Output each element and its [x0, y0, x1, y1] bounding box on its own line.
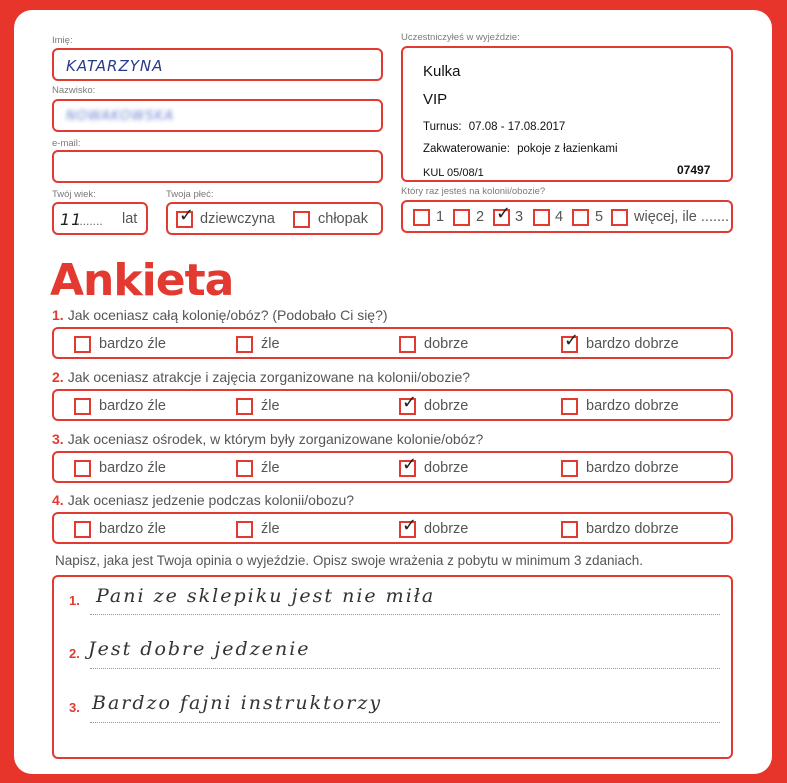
opinion-prompt: Napisz, jaka jest Twoja opinia o wyjeździe. Opisz swoje wrażenia z pobytu w minimum 3 zdaniach.	[55, 553, 644, 568]
question-1-text: Jak oceniasz całą kolonię/obóz? (Podobało Ci się?)	[67, 307, 388, 323]
question-3-text: Jak oceniasz ośrodek, w którym były zorganizowane kolonie/obóz?	[67, 431, 484, 447]
opinion-rule-3	[90, 722, 720, 723]
q4-checkbox-very-good[interactable]	[561, 521, 578, 538]
q1-checkbox-good[interactable]	[399, 336, 416, 353]
question-1-number: 1.	[52, 307, 64, 323]
times-checkbox-1[interactable]	[413, 209, 430, 226]
q2-option-very-good: bardzo dobrze	[586, 398, 679, 414]
q1-option-very-good: bardzo dobrze	[586, 336, 679, 352]
camp-type: VIP	[423, 91, 448, 108]
q3-checkbox-very-good[interactable]	[561, 460, 578, 477]
q2-option-bad: źle	[261, 398, 280, 414]
question-3-answers	[52, 451, 733, 483]
check-mark-icon: ✓	[402, 515, 418, 536]
q1-checkbox-very-good[interactable]	[561, 330, 580, 353]
question-3-number: 3.	[52, 431, 64, 447]
q1-checkbox-very-bad[interactable]	[74, 336, 91, 353]
q4-option-very-good: bardzo dobrze	[586, 521, 679, 537]
times-option-5: 5	[595, 209, 604, 225]
age-value: 11	[60, 210, 83, 229]
gender-checkbox-boy[interactable]	[293, 211, 310, 228]
accommodation-value: pokoje z łazienkami	[517, 143, 618, 155]
question-4	[52, 492, 354, 508]
turnus-label: Turnus:	[423, 121, 462, 133]
name-value: KATARZYNA	[66, 57, 164, 75]
times-label: Który raz jesteś na kolonii/obozie?	[401, 186, 546, 197]
times-checkbox-more[interactable]	[611, 209, 628, 226]
question-1	[52, 307, 388, 323]
opinion-rule-2	[90, 668, 720, 669]
age-label: Twój wiek:	[52, 189, 96, 200]
gender-checkbox-girl[interactable]	[176, 205, 195, 228]
surname-field[interactable]	[52, 99, 383, 132]
question-4-answers	[52, 512, 733, 544]
q2-checkbox-good[interactable]	[399, 392, 418, 415]
question-1-answers	[52, 327, 733, 359]
check-mark-icon: ✓	[179, 205, 195, 226]
question-2-text: Jak oceniasz atrakcje i zajęcia zorganizowane na kolonii/obozie?	[67, 369, 471, 385]
q4-option-bad: źle	[261, 521, 280, 537]
q3-option-very-good: bardzo dobrze	[586, 460, 679, 476]
check-mark-icon: ✓	[564, 330, 580, 351]
q1-option-very-bad: bardzo źle	[99, 336, 166, 352]
surname-label: Nazwisko:	[52, 85, 96, 96]
question-2-answers	[52, 389, 733, 421]
email-field[interactable]	[52, 150, 383, 183]
q2-option-very-bad: bardzo źle	[99, 398, 166, 414]
q4-checkbox-bad[interactable]	[236, 521, 253, 538]
opinion-number-3: 3.	[69, 700, 80, 715]
times-checkbox-3[interactable]	[493, 203, 512, 226]
times-checkbox-5[interactable]	[572, 209, 589, 226]
times-option-2: 2	[476, 209, 485, 225]
camp-number: 07497	[677, 163, 711, 177]
times-option-3: 3	[515, 209, 524, 225]
survey-title: Ankieta	[50, 255, 234, 306]
q3-checkbox-bad[interactable]	[236, 460, 253, 477]
q2-option-good: dobrze	[424, 398, 469, 414]
opinion-line-1: Pani ze sklepiku jest nie miła	[96, 585, 436, 607]
q1-option-good: dobrze	[424, 336, 469, 352]
q3-checkbox-good[interactable]	[399, 454, 418, 477]
times-field	[401, 200, 733, 233]
q3-option-good: dobrze	[424, 460, 469, 476]
q4-checkbox-very-bad[interactable]	[74, 521, 91, 538]
q3-option-very-bad: bardzo źle	[99, 460, 166, 476]
times-option-4: 4	[555, 209, 564, 225]
camp-section-label: Uczestniczyłeś w wyjeździe:	[401, 32, 520, 43]
opinion-box[interactable]	[52, 575, 733, 759]
opinion-number-1: 1.	[69, 593, 80, 608]
email-label: e-mail:	[52, 138, 81, 149]
q4-checkbox-good[interactable]	[399, 515, 418, 538]
q2-checkbox-very-bad[interactable]	[74, 398, 91, 415]
times-option-1: 1	[436, 209, 445, 225]
opinion-line-3: Bardzo fajni instruktorzy	[92, 692, 383, 714]
opinion-number-2: 2.	[69, 646, 80, 661]
q4-option-very-bad: bardzo źle	[99, 521, 166, 537]
q2-checkbox-bad[interactable]	[236, 398, 253, 415]
gender-label: Twoja płeć:	[166, 189, 214, 200]
check-mark-icon: ✓	[402, 392, 418, 413]
gender-option-girl: dziewczyna	[200, 211, 275, 227]
q3-option-bad: źle	[261, 460, 280, 476]
turnus-value: 07.08 - 17.08.2017	[468, 121, 566, 133]
name-label: Imię:	[52, 35, 73, 46]
q1-checkbox-bad[interactable]	[236, 336, 253, 353]
q1-option-bad: źle	[261, 336, 280, 352]
question-2	[52, 369, 470, 385]
age-field[interactable]	[52, 202, 148, 235]
age-unit: lat	[122, 211, 138, 227]
surname-value: NOWAKOWSKA	[66, 109, 174, 124]
check-mark-icon: ✓	[402, 454, 418, 475]
gender-option-boy: chłopak	[318, 211, 368, 227]
q2-checkbox-very-good[interactable]	[561, 398, 578, 415]
opinion-rule-1	[90, 614, 720, 615]
camp-name: Kulka	[423, 63, 461, 80]
camp-info-box	[401, 46, 733, 182]
accommodation-label: Zakwaterowanie:	[423, 143, 510, 155]
times-checkbox-2[interactable]	[453, 209, 470, 226]
opinion-line-2: Jest dobre jedzenie	[88, 638, 311, 660]
q4-option-good: dobrze	[424, 521, 469, 537]
question-4-text: Jak oceniasz jedzenie podczas kolonii/obozu?	[67, 492, 355, 508]
question-2-number: 2.	[52, 369, 64, 385]
age-dots: ........	[76, 214, 103, 228]
gender-field	[166, 202, 383, 235]
survey-sheet	[14, 10, 772, 774]
q3-checkbox-very-bad[interactable]	[74, 460, 91, 477]
name-field[interactable]	[52, 48, 383, 81]
times-option-more: więcej, ile .......	[634, 209, 730, 225]
check-mark-icon: ✓	[496, 203, 512, 224]
question-3	[52, 431, 483, 447]
camp-code: KUL 05/08/1	[423, 167, 484, 179]
question-4-number: 4.	[52, 492, 64, 508]
times-checkbox-4[interactable]	[533, 209, 550, 226]
